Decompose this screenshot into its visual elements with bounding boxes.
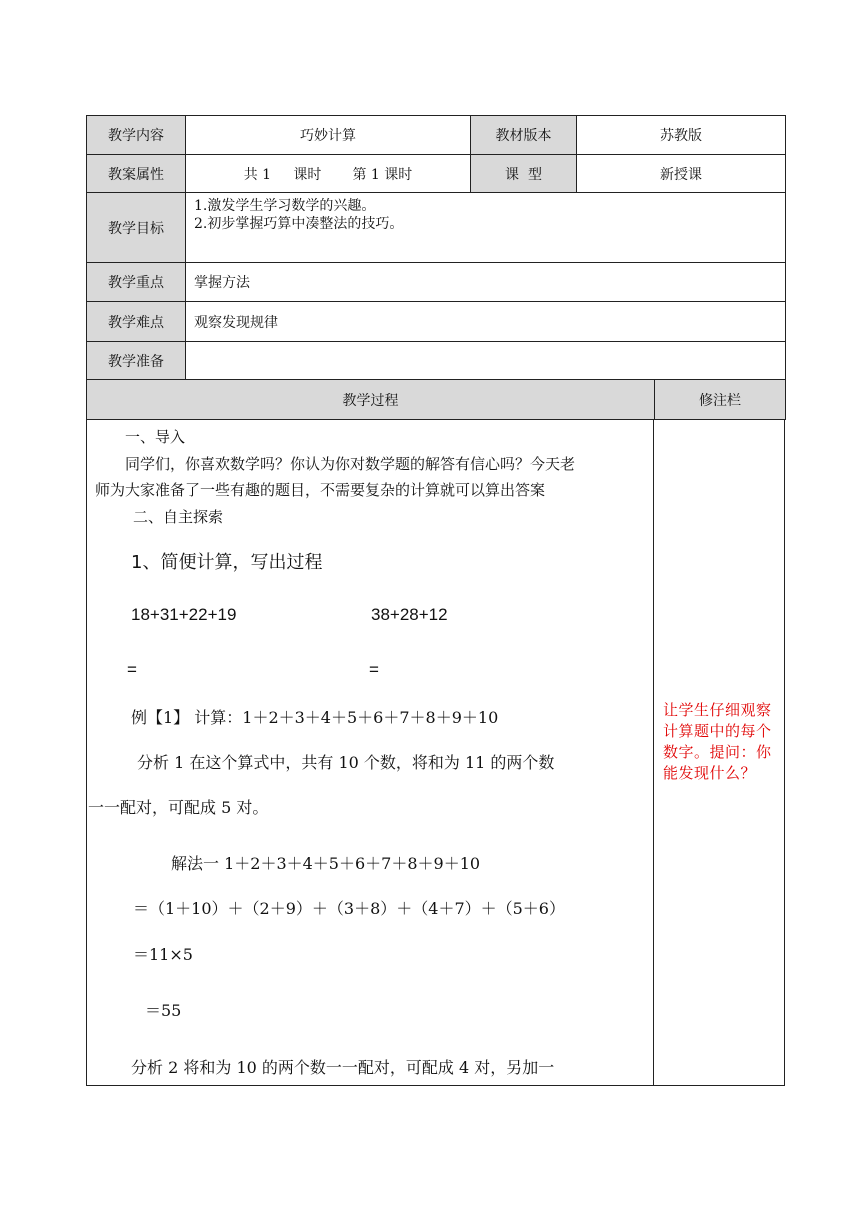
goal-item: 1.激发学生学习数学的兴趣。 <box>194 198 376 214</box>
goal-label: 教学目标 <box>87 193 186 263</box>
focus-label: 教学重点 <box>87 263 186 302</box>
difficulty-label: 教学难点 <box>87 302 186 342</box>
prep-value <box>186 342 786 380</box>
attr-unit: 课时 <box>293 166 322 183</box>
attr-nth: 第 1 课时 <box>352 166 413 183</box>
focus-value: 掌握方法 <box>186 263 786 302</box>
expression-1: 18+31+22+19 <box>131 605 237 624</box>
row-process-heading <box>87 380 786 420</box>
solution1-line3: ＝11×5 <box>133 945 193 964</box>
prep-label: 教学准备 <box>87 342 186 380</box>
expression-2: 38+28+12 <box>371 605 448 624</box>
lesson-info-table <box>86 115 786 420</box>
attr-label: 教案属性 <box>87 155 186 193</box>
section-intro-heading: 一、导入 <box>125 428 186 446</box>
process-heading: 教学过程 <box>87 380 655 420</box>
content-label: 教学内容 <box>87 116 186 155</box>
analysis2-line1: 分析 2 将和为 10 的两个数一一配对，可配成 4 对，另加一 <box>131 1058 555 1077</box>
teacher-note: 让学生仔细观察计算题中的每个数字。提问：你能发现什么？ <box>663 701 772 782</box>
solution1-line2: ＝（1＋10）＋（2＋9）＋（3＋8）＋（4＋7）＋（5＋6） <box>133 899 565 918</box>
goal-item: 2.初步掌握巧算中凑整法的技巧。 <box>194 216 404 232</box>
content-value: 巧妙计算 <box>186 116 471 155</box>
row-focus <box>87 263 786 302</box>
edition-label: 教材版本 <box>471 116 577 155</box>
row-goals <box>87 193 786 263</box>
column-divider <box>653 419 654 1085</box>
notes-heading: 修注栏 <box>655 380 786 420</box>
row-prep <box>87 342 786 380</box>
equals-2: = <box>369 660 379 679</box>
example-title: 例【1】 计算：1＋2＋3＋4＋5＋6＋7＋8＋9＋10 <box>131 708 499 727</box>
difficulty-value: 观察发现规律 <box>186 302 786 342</box>
row-difficulty <box>87 302 786 342</box>
equals-1: = <box>127 660 137 679</box>
goal-list <box>186 193 786 263</box>
type-value: 新授课 <box>577 155 786 193</box>
row-content <box>87 116 786 155</box>
solution1-line1: 解法一 1＋2＋3＋4＋5＋6＋7＋8＋9＋10 <box>171 854 481 873</box>
attr-value <box>186 155 471 193</box>
intro-text-line2: 师为大家准备了一些有趣的题目，不需要复杂的计算就可以算出答案 <box>95 481 546 499</box>
type-label: 课 型 <box>471 155 577 193</box>
analysis1-line2: 一一配对，可配成 5 对。 <box>88 798 269 817</box>
section-explore-heading: 二、自主探索 <box>133 508 224 526</box>
process-body <box>86 419 785 1086</box>
row-attributes <box>87 155 786 193</box>
solution1-line4: ＝55 <box>145 1001 182 1020</box>
task-title: 1、简便计算，写出过程 <box>131 552 323 573</box>
analysis1-line1: 分析 1 在这个算式中，共有 10 个数，将和为 11 的两个数 <box>137 753 555 772</box>
attr-total: 共 1 <box>243 166 272 183</box>
edition-value: 苏教版 <box>577 116 786 155</box>
intro-text-line1: 同学们，你喜欢数学吗？你认为你对数学题的解答有信心吗？今天老 <box>125 455 576 473</box>
